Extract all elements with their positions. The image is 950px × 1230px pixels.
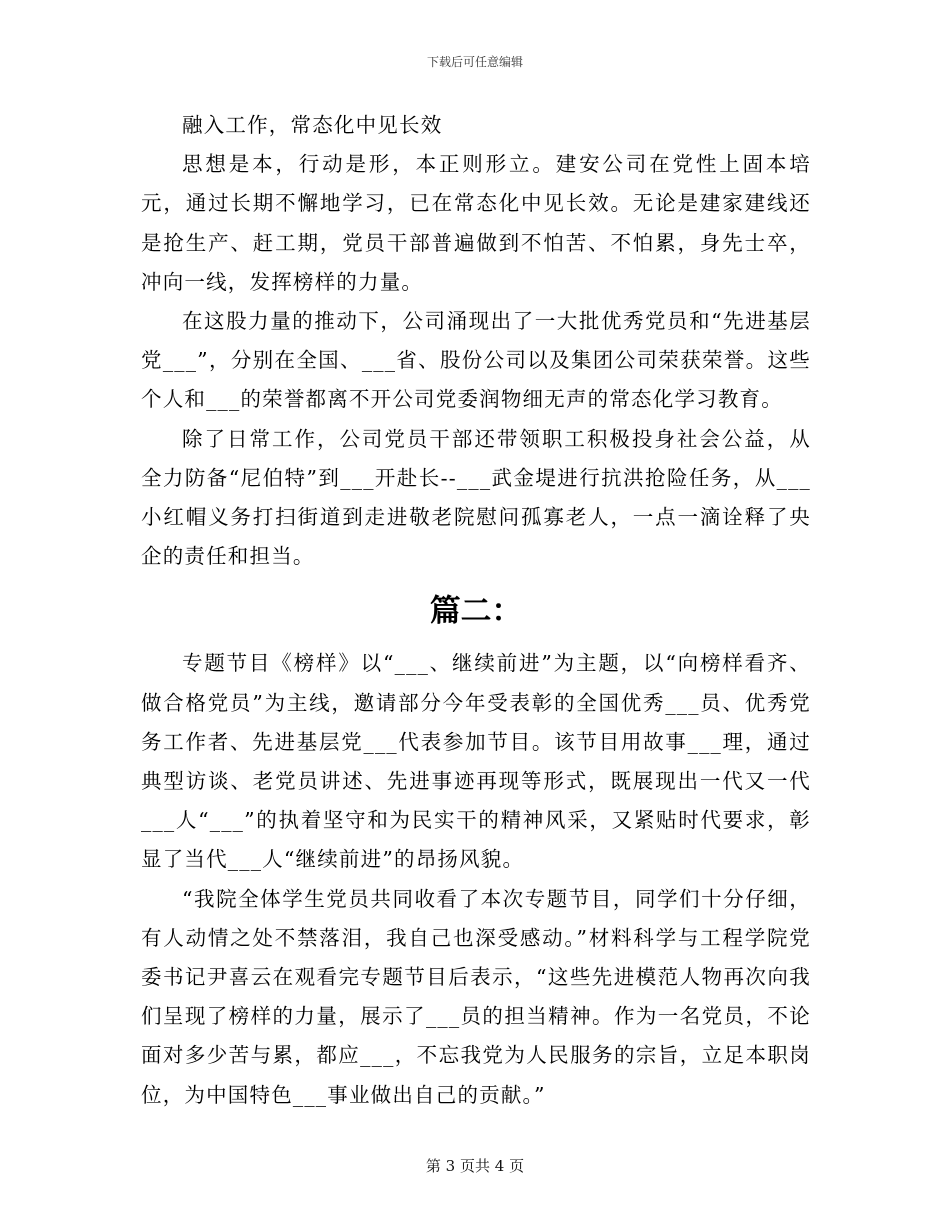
body-paragraph: “我院全体学生党员共同收看了本次专题节目，同学们十分仔细，有人动情之处不禁落泪，我自己也深受感动。”材料科学与工程学院党委书记尹喜云在观看完专题节目后表示，“这些先进模范人物再次向我们呈现了榜样的力量，展示了___员的担当精神。作为一名党员，不论面对多少苦与累，都应___，不忘我党为人民服务的宗旨，立足本职岗位，为中国特色___事业做出自己的贡献。” <box>141 886 811 1107</box>
document-body <box>141 106 811 1115</box>
body-paragraph: 思想是本，行动是形，本正则形立。建安公司在党性上固本培元，通过长期不懈地学习，已在常态化中见长效。无论是建家建线还是抢生产、赶工期，党员干部普遍做到不怕苦、不怕累，身先士卒，冲向一线，发挥榜样的力量。 <box>141 152 811 294</box>
section-heading: 篇二： <box>429 593 523 630</box>
page-header: 下载后可任意编辑 <box>426 55 523 69</box>
body-paragraph: 在这股力量的推动下，公司涌现出了一大批优秀党员和“先进基层党___”，分别在全国、___省、股份公司以及集团公司荣获荣誉。这些个人和___的荣誉都离不开公司党委润物细无声的常态化学习教育。 <box>141 309 811 412</box>
section-subtitle: 融入工作，常态化中见长效 <box>182 113 443 137</box>
body-paragraph: 专题节目《榜样》以“___、继续前进”为主题，以“向榜样看齐、做合格党员”为主线，邀请部分今年受表彰的全国优秀___员、优秀党务工作者、先进基层党___代表参加节目。该节目用故事___理，通过典型访谈、老党员讲述、先进事迹再现等形式，既展现出一代又一代___人“___”的执着坚守和为民实干的精神风采，又紧贴时代要求，彰显了当代___人“继续前进”的昂扬风貌。 <box>141 651 811 872</box>
page-footer: 第 3 页共 4 页 <box>425 1157 525 1175</box>
body-paragraph: 除了日常工作，公司党员干部还带领职工积极投身社会公益，从全力防备“尼伯特”到___开赴长--___武金堤进行抗洪抢险任务，从___小红帽义务打扫街道到走进敬老院慰问孤寡老人，一点一滴诠释了央企的责任和担当。 <box>141 426 811 569</box>
